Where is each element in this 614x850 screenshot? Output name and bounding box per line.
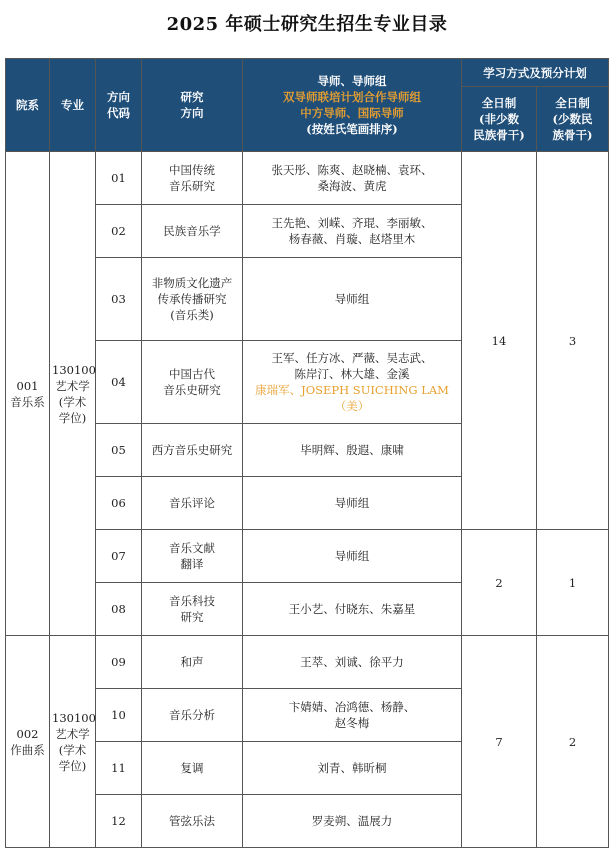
direction-code: 11 — [96, 742, 142, 795]
header-direction-code: 方向 代码 — [96, 59, 142, 152]
table-body — [6, 152, 609, 848]
research-direction: 西方音乐史研究 — [142, 424, 243, 477]
advisor-cell: 王小艺、付晓东、朱嘉星 — [243, 583, 462, 636]
direction-code: 06 — [96, 477, 142, 530]
direction-code: 10 — [96, 689, 142, 742]
direction-code: 02 — [96, 205, 142, 258]
quota-nonminority: 7 — [462, 636, 537, 848]
header-advisor: 导师、导师组 双导师联培计划合作导师组 中方导师、国际导师 (按姓氏笔画排序) — [243, 59, 462, 152]
research-direction: 复调 — [142, 742, 243, 795]
direction-code: 05 — [96, 424, 142, 477]
advisor-cell: 导师组 — [243, 530, 462, 583]
header-direction: 研究 方向 — [142, 59, 243, 152]
research-direction: 音乐评论 — [142, 477, 243, 530]
advisor-cell: 毕明辉、殷遐、康啸 — [243, 424, 462, 477]
advisor-cell: 张天彤、陈爽、赵晓楠、袁环、 桑海波、黄虎 — [243, 152, 462, 205]
quota-nonminority: 14 — [462, 152, 537, 530]
quota-minority: 3 — [537, 152, 609, 530]
direction-code: 07 — [96, 530, 142, 583]
research-direction: 中国传统 音乐研究 — [142, 152, 243, 205]
header-fulltime-minority: 全日制 (少数民 族骨干) — [537, 87, 609, 152]
direction-code: 12 — [96, 795, 142, 848]
research-direction: 和声 — [142, 636, 243, 689]
header-fulltime-nonminority: 全日制 (非少数 民族骨干) — [462, 87, 537, 152]
quota-minority: 2 — [537, 636, 609, 848]
table-row — [6, 152, 609, 205]
header-study-mode: 学习方式及预分计划 — [462, 59, 609, 87]
advisor-cell: 导师组 — [243, 258, 462, 341]
direction-code: 08 — [96, 583, 142, 636]
research-direction: 管弦乐法 — [142, 795, 243, 848]
direction-code: 04 — [96, 341, 142, 424]
advisor-cell: 卞婧婧、冶鸿德、杨静、 赵冬梅 — [243, 689, 462, 742]
catalog-table — [5, 58, 609, 848]
advisor-cell: 王军、任方冰、严薇、吴志武、 陈岸汀、林大雄、金溪 康瑞军、JOSEPH SUICHING LAM（美） — [243, 341, 462, 424]
direction-code: 03 — [96, 258, 142, 341]
header-dept: 院系 — [6, 59, 50, 152]
research-direction: 音乐文献 翻译 — [142, 530, 243, 583]
advisor-cell: 王先艳、刘嵘、齐琨、李丽敏、 杨春薇、肖璇、赵塔里木 — [243, 205, 462, 258]
advisor-cell: 刘青、韩昕桐 — [243, 742, 462, 795]
advisor-cell: 王萃、刘诚、徐平力 — [243, 636, 462, 689]
research-direction: 中国古代 音乐史研究 — [142, 341, 243, 424]
advisor-cell: 导师组 — [243, 477, 462, 530]
header-major: 专业 — [50, 59, 96, 152]
table-header — [6, 59, 609, 152]
quota-nonminority: 2 — [462, 530, 537, 636]
advisor-cell: 罗麦朔、温展力 — [243, 795, 462, 848]
table-row — [6, 530, 609, 583]
table-row — [6, 636, 609, 689]
major-cell: 130100 艺术学 (学术 学位) — [50, 152, 96, 636]
international-advisor: 康瑞军、JOSEPH SUICHING LAM（美） — [255, 383, 449, 413]
page-title: 2025 年硕士研究生招生专业目录 — [166, 14, 448, 35]
research-direction: 音乐分析 — [142, 689, 243, 742]
quota-minority: 1 — [537, 530, 609, 636]
dept-cell: 002 作曲系 — [6, 636, 50, 848]
major-cell: 130100 艺术学 (学术 学位) — [50, 636, 96, 848]
direction-code: 09 — [96, 636, 142, 689]
dept-cell: 001 音乐系 — [6, 152, 50, 636]
research-direction: 音乐科技 研究 — [142, 583, 243, 636]
direction-code: 01 — [96, 152, 142, 205]
research-direction: 民族音乐学 — [142, 205, 243, 258]
research-direction: 非物质文化遗产 传承传播研究 (音乐类) — [142, 258, 243, 341]
